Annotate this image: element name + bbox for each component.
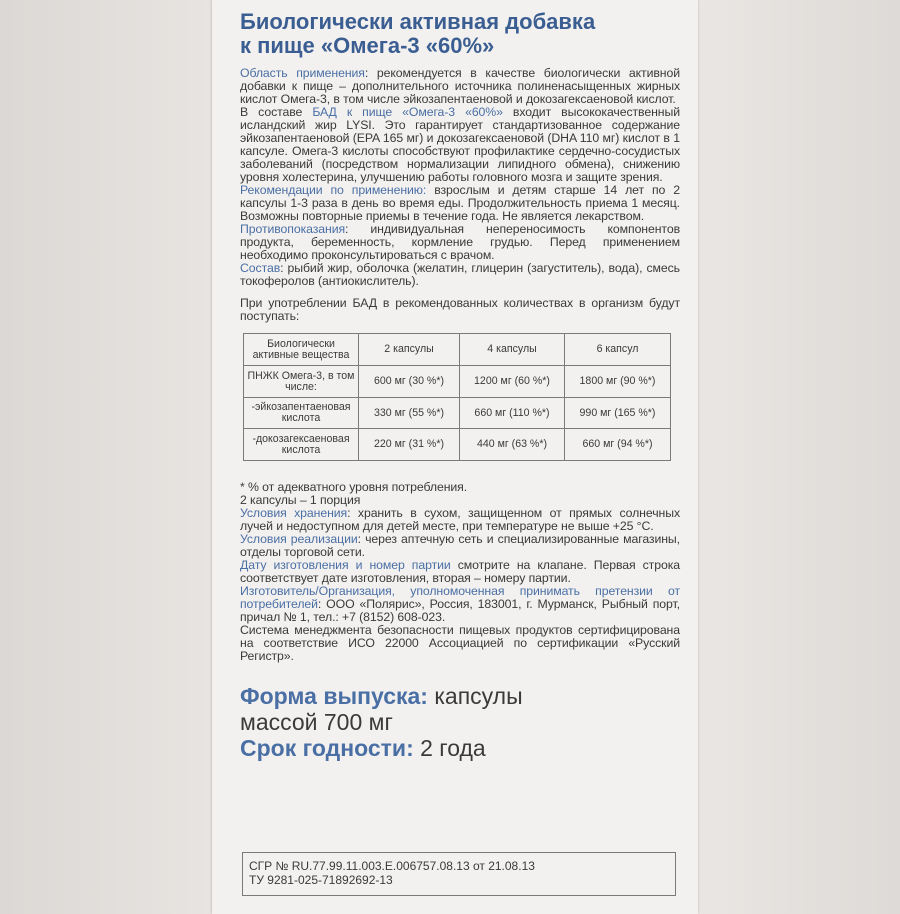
storage-text: : хранить в сухом, защищенном от прямых солнечных лучей и недоступном для детей месте, при температуре не выше +25 °С. bbox=[240, 506, 680, 533]
contra-text: : индивидуальная непереносимость компонентов продукта, беременность, кормление грудью. Перед применением необходимо проконсультироваться с врачом. bbox=[240, 222, 680, 262]
footnote-percent: * % от адекватного уровня потребления. bbox=[240, 480, 468, 494]
spacer bbox=[240, 663, 680, 683]
form-value: капсулы bbox=[427, 683, 523, 709]
table-row bbox=[244, 366, 671, 398]
area-label: Область применения bbox=[240, 66, 365, 80]
package-panel bbox=[212, 0, 698, 914]
date-text: смотрите на клапане. Первая строка соответствует дате изготовления, вторая – номеру партии. bbox=[240, 558, 680, 585]
shelf-label: Срок годности: bbox=[240, 735, 414, 761]
table-cell: 440 мг (63 %*) bbox=[460, 429, 565, 461]
table-row bbox=[244, 398, 671, 429]
label-content bbox=[240, 10, 680, 761]
table-header-cell: Биологически активные вещества bbox=[244, 334, 359, 366]
table-cell: 990 мг (165 %*) bbox=[565, 398, 671, 429]
table-row bbox=[244, 429, 671, 461]
table-cell: 1200 мг (60 %*) bbox=[460, 366, 565, 398]
usage-text: взрослым и детям старше 14 лет по 2 капсулы 1-3 раза в день во время еды. Продолжительность приема 1 месяц. Возможны повторные приемы в течение года. Не является лекарством. bbox=[240, 183, 680, 223]
usage-label: Рекомендации по применению: bbox=[240, 183, 427, 197]
contra-label: Противопоказания bbox=[240, 222, 346, 236]
title-line-1: Биологически активная добавка bbox=[240, 9, 596, 34]
spacer bbox=[240, 461, 680, 481]
background-left bbox=[0, 0, 212, 914]
ingredients-paragraph bbox=[240, 262, 680, 288]
ingredients-text: : рыбий жир, оболочка (желатин, глицерин (загуститель), вода), смесь токоферолов (антиокислитель). bbox=[240, 261, 680, 288]
table-cell: ПНЖК Омега-3, в том числе: bbox=[244, 366, 359, 398]
maker-label: Изготовитель/Организация, уполномоченная принимать претензии от потребителей bbox=[240, 584, 680, 611]
date-label: Дату изготовления и номер партии bbox=[240, 558, 451, 572]
footnote-portion: 2 капсулы – 1 порция bbox=[240, 493, 361, 507]
table-cell: 220 мг (31 %*) bbox=[359, 429, 460, 461]
composition-paragraph bbox=[240, 106, 680, 184]
table-header-row bbox=[244, 334, 671, 366]
form-line bbox=[240, 683, 680, 709]
sale-paragraph bbox=[240, 533, 680, 559]
table-cell: 330 мг (55 %*) bbox=[359, 398, 460, 429]
area-text: : рекомендуется в качестве биологически активной добавки к пище – дополнительного источника полиненасыщенных жирных кислот Омега-3, в том числе эйкозапентаеновой и докозагексаеновой кислот. bbox=[240, 66, 680, 106]
table-cell: 1800 мг (90 %*) bbox=[565, 366, 671, 398]
table-header-cell: 2 капсулы bbox=[359, 334, 460, 366]
table-header-cell: 6 капсул bbox=[565, 334, 671, 366]
composition-text: входит высококачественный исландский жир LYSI. Это гарантирует стандартизованное содержание эйкозапентаеновой (EPA 165 мг) и докозагексаеновой (DHA 110 мг) кислот в 1 капсуле. Омега-3 кислоты способствуют профилактике сердечно-сосудистых заболеваний (посредством нормализации липидного обмена), снижению уровня холестерина, улучшению работы головного мозга и защите зрения. bbox=[240, 105, 680, 184]
shelf-value: 2 года bbox=[413, 735, 486, 761]
maker-paragraph bbox=[240, 585, 680, 624]
nutrient-table bbox=[243, 333, 671, 461]
certificate-line-2: ТУ 9281-025-71892692-13 bbox=[249, 873, 393, 887]
shelf-line bbox=[240, 735, 680, 761]
table-header-cell: 4 капсулы bbox=[460, 334, 565, 366]
system-paragraph: Система менеджмента безопасности пищевых продуктов сертифицирована на соответствие ИСО 22000 Ассоциацией по сертификации «Русский Регистр». bbox=[240, 623, 680, 663]
composition-highlight: БАД к пище «Омега-3 «60%» bbox=[312, 105, 503, 119]
composition-prefix: В составе bbox=[240, 105, 313, 119]
maker-text: : ООО «Полярис», Россия, 183001, г. Мурманск, Рыбный порт, причал № 1, тел.: +7 (8152) 608-023. bbox=[240, 597, 680, 624]
background-right bbox=[698, 0, 900, 914]
storage-paragraph bbox=[240, 507, 680, 533]
date-paragraph bbox=[240, 559, 680, 585]
usage-paragraph bbox=[240, 184, 680, 223]
product-title bbox=[240, 10, 680, 58]
form-label: Форма выпуска: bbox=[240, 683, 428, 709]
table-cell: 660 мг (94 %*) bbox=[565, 429, 671, 461]
storage-label: Условия хранения bbox=[240, 506, 348, 520]
contra-paragraph bbox=[240, 223, 680, 262]
form-mass: массой 700 мг bbox=[240, 709, 393, 735]
table-cell: 660 мг (110 %*) bbox=[460, 398, 565, 429]
table-cell: 600 мг (30 %*) bbox=[359, 366, 460, 398]
table-cell: -докозагексаеновая кислота bbox=[244, 429, 359, 461]
certificate-line-1: СГР № RU.77.99.11.003.Е.006757.08.13 от 21.08.13 bbox=[249, 859, 535, 873]
table-cell: -эйкозапентаеновая кислота bbox=[244, 398, 359, 429]
sale-label: Условия реализации bbox=[240, 532, 358, 546]
sale-text: : через аптечную сеть и специализированные магазины, отделы торговой сети. bbox=[240, 532, 680, 559]
intro-paragraph: При употреблении БАД в рекомендованных количествах в организм будут поступать: bbox=[240, 296, 680, 323]
title-line-2: к пище «Омега-3 «60%» bbox=[240, 33, 495, 58]
ingredients-label: Состав bbox=[240, 261, 281, 275]
area-paragraph bbox=[240, 67, 680, 106]
certificate-box bbox=[242, 852, 676, 896]
